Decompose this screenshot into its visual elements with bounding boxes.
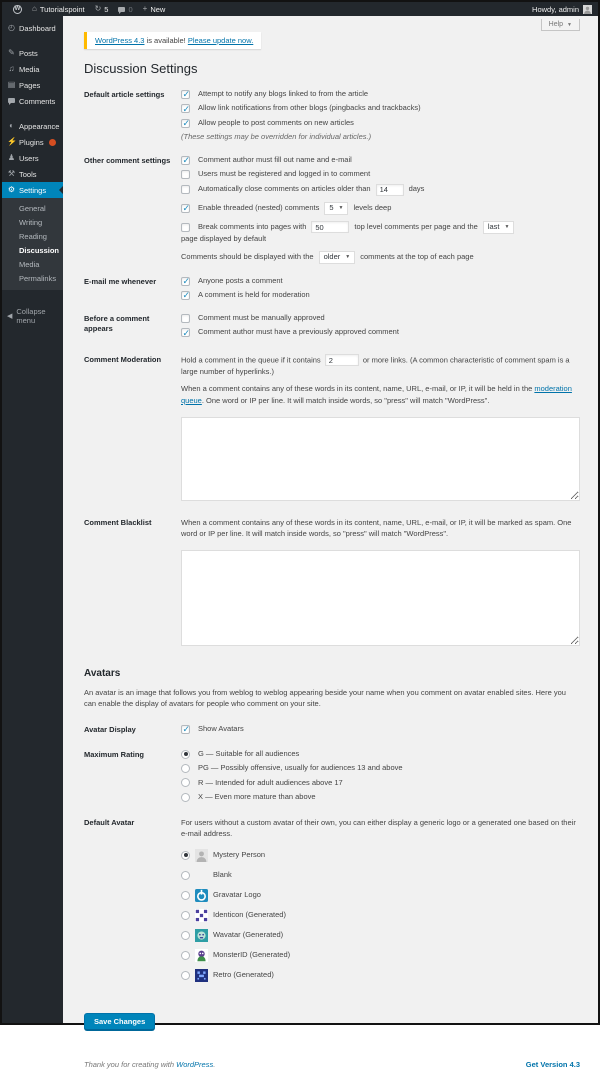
submenu-item-media[interactable]: Media xyxy=(19,259,40,269)
get-version-link[interactable]: Get Version 4.3 xyxy=(525,1060,580,1069)
admin-footer xyxy=(84,1060,580,1069)
sidebar-item-users[interactable] xyxy=(2,150,63,166)
updates-icon: ↻ xyxy=(94,4,102,13)
checkbox-allow-comments[interactable] xyxy=(181,119,190,128)
option-label: Retro (Generated) xyxy=(213,969,274,979)
admin-avatar[interactable] xyxy=(583,5,592,14)
sidebar-item-media[interactable] xyxy=(2,61,63,77)
moderation-queue-link[interactable]: moderation queue xyxy=(181,384,572,405)
avatar-option-mystery xyxy=(181,845,580,865)
avatar-option-retro xyxy=(181,965,580,985)
monsterid-avatar xyxy=(195,949,208,962)
checkbox-paginate-comments[interactable] xyxy=(181,223,190,232)
update-notice xyxy=(84,32,261,49)
radio-rating-r[interactable] xyxy=(181,778,190,787)
users-icon: ♟ xyxy=(7,153,16,162)
tools-icon: ⚒ xyxy=(7,169,16,178)
plugins-icon: ⚡ xyxy=(7,137,17,146)
option-label: Users must be registered and logged in to comment xyxy=(198,169,371,179)
admin-sidebar xyxy=(2,16,63,1023)
option-label: Comment must be manually approved xyxy=(198,312,325,322)
option-label: Enable threaded (nested) comments xyxy=(198,202,320,212)
avatar-option-blank xyxy=(181,865,580,885)
option-label: comments at the top of each page xyxy=(360,251,474,261)
checkbox-registered-users[interactable] xyxy=(181,170,190,179)
sidebar-item-label: Settings xyxy=(19,185,47,195)
radio-avatar-identicon[interactable] xyxy=(181,911,190,920)
option-label: top level comments per page and the xyxy=(354,221,478,231)
footer-text: . xyxy=(213,1060,216,1069)
sidebar-item-plugins[interactable] xyxy=(2,134,63,150)
blacklist-keywords-textarea[interactable] xyxy=(181,550,580,646)
option-label: A comment is held for moderation xyxy=(198,290,310,299)
checkbox-allow-pingbacks[interactable] xyxy=(181,104,190,113)
notice-text: is available! xyxy=(144,36,188,45)
row-label: Default Avatar xyxy=(84,817,135,827)
updates-menu[interactable] xyxy=(90,2,114,16)
input-max-links[interactable] xyxy=(325,354,359,366)
option-label: Gravatar Logo xyxy=(213,889,261,899)
row-label: Comment Moderation xyxy=(84,355,162,365)
admin-bar xyxy=(2,2,598,16)
active-menu-arrow xyxy=(55,186,63,194)
option-label: Show Avatars xyxy=(198,723,244,733)
option-label: Comments should be displayed with the xyxy=(181,251,314,261)
row-label: Maximum Rating xyxy=(84,749,145,759)
avatar-option-monsterid xyxy=(181,945,580,965)
avatars-heading: Avatars xyxy=(84,668,121,680)
option-label: R — Intended for adult audiences above 17 xyxy=(198,777,343,787)
select-value: older xyxy=(323,251,341,261)
default-avatar-row xyxy=(84,817,580,986)
option-label: G — Suitable for all audiences xyxy=(198,748,300,758)
chevron-down-icon: ▼ xyxy=(338,204,344,211)
plus-icon: + xyxy=(142,4,148,13)
option-label: X — Even more mature than above xyxy=(198,791,316,801)
option-label: Comment author must fill out name and e-mail xyxy=(198,155,352,164)
avatar-display-row xyxy=(84,724,580,735)
new-label: New xyxy=(150,4,166,14)
wavatar-avatar xyxy=(195,929,208,942)
radio-avatar-monsterid[interactable] xyxy=(181,951,190,960)
gravatar-logo-avatar xyxy=(195,889,208,902)
option-label: Allow link notifications from other blogs (pingbacks and trackbacks) xyxy=(198,103,421,113)
comments-menu[interactable] xyxy=(113,2,137,16)
sidebar-item-tools[interactable] xyxy=(2,166,63,182)
override-note: (These settings may be overridden for individual articles.) xyxy=(181,132,372,142)
site-name-menu[interactable] xyxy=(27,2,90,16)
sidebar-item-pages[interactable] xyxy=(2,77,63,93)
collapse-menu-button[interactable] xyxy=(2,304,63,328)
option-label: Break comments into pages with xyxy=(198,221,307,231)
collapse-icon: ◀ xyxy=(7,313,13,320)
option-label: Anyone posts a comment xyxy=(198,275,283,285)
option-label: Mystery Person xyxy=(213,849,266,859)
sidebar-item-label: Plugins xyxy=(19,137,44,147)
submenu-item-general[interactable]: General xyxy=(19,203,46,213)
pages-icon: ▤ xyxy=(7,80,16,89)
submenu-item-discussion[interactable]: Discussion xyxy=(19,245,60,255)
row-label: Other comment settings xyxy=(84,156,171,165)
moderation-text: When a comment contains any of these words in its content, name, URL, e-mail, or IP, it will be held in the xyxy=(181,384,535,394)
howdy-label[interactable]: Howdy, admin xyxy=(532,4,579,14)
radio-rating-x[interactable] xyxy=(181,793,190,802)
option-label: page displayed by default xyxy=(181,233,267,243)
radio-avatar-retro[interactable] xyxy=(181,971,190,980)
option-label: Blank xyxy=(213,869,232,879)
option-label: levels deep xyxy=(353,202,392,212)
sidebar-item-appearance[interactable] xyxy=(2,118,63,134)
option-label: PG — Possibly offensive, usually for audiences 13 and above xyxy=(198,763,403,773)
settings-submenu xyxy=(2,198,63,290)
update-now-link[interactable]: Please update now. xyxy=(187,36,254,45)
help-button[interactable] xyxy=(541,19,580,31)
comments-bubble-icon xyxy=(118,7,125,12)
row-label: E-mail me whenever xyxy=(84,276,157,286)
sidebar-item-label: Pages xyxy=(19,80,41,90)
checkbox-author-fill-name[interactable] xyxy=(181,156,190,165)
wordpress-version-link[interactable]: WordPress 4.3 xyxy=(95,36,145,45)
radio-rating-pg[interactable] xyxy=(181,764,190,773)
appearance-icon: ◐ xyxy=(9,121,14,130)
blacklist-description: When a comment contains any of these words in its content, name, URL, e-mail, or IP, it will be marked as spam. One word or IP per line. It will match inside words, so "press" will match "WordPress". xyxy=(181,517,572,538)
sidebar-item-label: Media xyxy=(19,64,40,74)
radio-avatar-blank[interactable] xyxy=(181,871,190,880)
radio-avatar-wavatar[interactable] xyxy=(181,931,190,940)
option-label: days xyxy=(408,184,425,194)
select-threading-depth[interactable] xyxy=(324,202,348,215)
checkbox-threaded-comments[interactable] xyxy=(181,204,190,213)
checkbox-email-anyone-posts[interactable] xyxy=(181,277,190,286)
option-label: Automatically close comments on articles older than xyxy=(198,184,371,194)
other-comment-settings-row xyxy=(84,155,580,264)
comment-moderation-row xyxy=(84,354,580,505)
radio-avatar-gravatar[interactable] xyxy=(181,891,190,900)
posts-icon: ✎ xyxy=(8,48,15,57)
sidebar-item-label: Posts xyxy=(19,48,38,58)
comments-count: 0 xyxy=(128,4,133,14)
footer-thanks xyxy=(84,1060,215,1069)
wordpress-logo-icon: W xyxy=(14,6,21,12)
wp-logo-menu[interactable] xyxy=(8,2,27,16)
sidebar-item-dashboard[interactable] xyxy=(2,20,63,36)
checkbox-manual-approval[interactable] xyxy=(181,314,190,323)
retro-avatar xyxy=(195,969,208,982)
email-me-row xyxy=(84,276,580,301)
sidebar-item-label: Users xyxy=(19,153,39,163)
select-page-displayed[interactable] xyxy=(483,221,515,234)
blank-avatar xyxy=(195,869,208,882)
sidebar-item-label: Tools xyxy=(19,169,37,179)
option-label: MonsterID (Generated) xyxy=(213,949,291,959)
site-name-label: Tutorialspoint xyxy=(39,4,85,14)
chevron-down-icon: ▼ xyxy=(504,223,510,230)
footer-text: Thank you for creating with xyxy=(84,1060,177,1069)
sidebar-item-settings[interactable] xyxy=(2,182,63,198)
sidebar-item-comments[interactable] xyxy=(2,93,63,109)
help-label: Help xyxy=(548,21,564,28)
option-label: Allow people to post comments on new articles xyxy=(198,117,354,127)
sidebar-item-label: Dashboard xyxy=(19,23,56,33)
checkbox-notify-blogs[interactable] xyxy=(181,90,190,99)
dashboard-icon: ◴ xyxy=(8,23,15,32)
option-label: Identicon (Generated) xyxy=(213,909,286,919)
avatars-description: An avatar is an image that follows you from weblog to weblog appearing beside your name when you comment on avatar enabled sites. Here you can enable the display of avatars for people who comment on your site. xyxy=(84,688,566,709)
home-icon: ⌂ xyxy=(32,4,37,13)
submenu-item-writing[interactable]: Writing xyxy=(19,217,43,227)
comment-blacklist-row xyxy=(84,517,580,650)
avatar-option-gravatar xyxy=(181,885,580,905)
before-comment-appears-row xyxy=(84,313,580,338)
select-value: 5 xyxy=(329,202,334,212)
wordpress-footer-link[interactable]: WordPress xyxy=(176,1060,214,1069)
collapse-label: Collapse menu xyxy=(16,307,46,325)
submenu-item-permalinks[interactable]: Permalinks xyxy=(19,273,57,283)
default-article-settings-row xyxy=(84,89,580,143)
maximum-rating-row xyxy=(84,749,580,803)
option-label: Wavatar (Generated) xyxy=(213,929,284,939)
row-label: Default article settings xyxy=(84,90,165,99)
save-button[interactable]: Save Changes xyxy=(84,1013,155,1030)
option-label: Comment author must have a previously approved comment xyxy=(198,327,399,337)
avatar-option-identicon xyxy=(181,905,580,925)
moderation-keywords-textarea[interactable] xyxy=(181,417,580,501)
row-label: Before a comment appears xyxy=(84,313,150,333)
help-caret-icon: ▼ xyxy=(567,21,572,28)
checkbox-previously-approved[interactable] xyxy=(181,328,190,337)
select-value: last xyxy=(487,221,500,231)
submenu-item-reading[interactable]: Reading xyxy=(19,231,47,241)
identicon-avatar xyxy=(195,909,208,922)
row-label: Avatar Display xyxy=(84,724,136,734)
radio-rating-g[interactable] xyxy=(181,750,190,759)
page-title: Discussion Settings xyxy=(84,61,198,76)
default-avatar-description: For users without a custom avatar of their own, you can either display a generic logo or a generated one based on their e-mail address. xyxy=(181,817,576,838)
sidebar-item-label: Appearance xyxy=(19,121,60,131)
comments-icon xyxy=(7,97,16,105)
settings-page xyxy=(63,16,598,1069)
moderation-text: or more links. (A common characteristic of comment spam is a large number of hyperlinks.) xyxy=(181,355,570,377)
chevron-down-icon: ▼ xyxy=(345,253,351,260)
sidebar-item-label: Comments xyxy=(19,96,56,106)
media-icon: ♫ xyxy=(8,64,15,73)
select-comment-order[interactable] xyxy=(319,251,356,264)
row-label: Comment Blacklist xyxy=(84,517,152,527)
updates-count: 5 xyxy=(104,4,109,14)
moderation-text: Hold a comment in the queue if it contains xyxy=(181,355,321,365)
checkbox-auto-close-comments[interactable] xyxy=(181,185,190,194)
new-content-menu[interactable] xyxy=(138,2,171,16)
sidebar-item-posts[interactable] xyxy=(2,45,63,61)
checkbox-show-avatars[interactable] xyxy=(181,725,190,734)
plugin-update-badge xyxy=(49,139,56,146)
moderation-text: . One word or IP per line. It will match inside words, so "press" will match "WordPress". xyxy=(201,395,490,405)
input-comments-per-page[interactable] xyxy=(311,221,349,233)
checkbox-email-held-moderation[interactable] xyxy=(181,291,190,300)
option-label: Attempt to notify any blogs linked to from the article xyxy=(198,89,369,98)
avatar-option-wavatar xyxy=(181,925,580,945)
settings-icon: ⚙ xyxy=(7,185,16,194)
radio-avatar-mystery[interactable] xyxy=(181,851,190,860)
input-close-days[interactable] xyxy=(376,184,404,196)
mystery-person-avatar xyxy=(195,849,208,862)
